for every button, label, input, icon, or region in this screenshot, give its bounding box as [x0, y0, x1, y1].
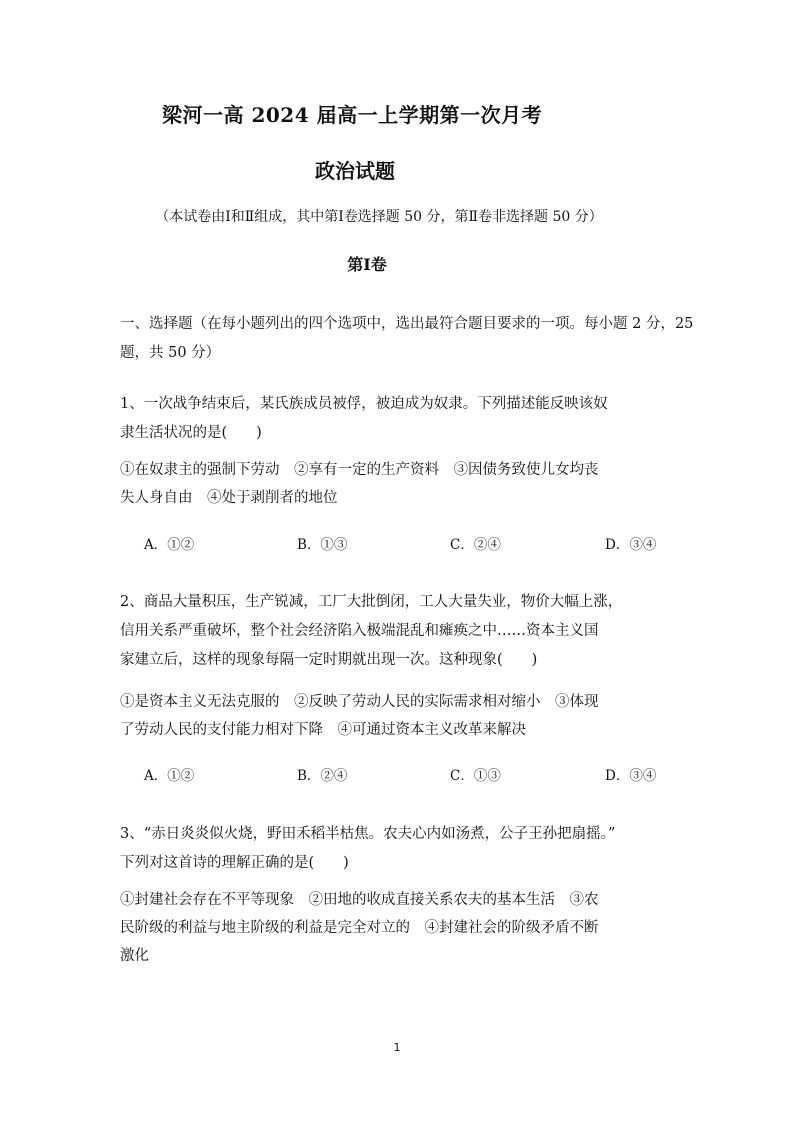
- question-2-choices: [0, 764, 794, 784]
- question-3-stem: [120, 820, 680, 878]
- question-2-items: [120, 688, 680, 744]
- item-line: 民阶级的利益与地主阶级的利益是完全对立的 ④封建社会的阶级矛盾不断: [120, 920, 599, 936]
- section-line: 一、选择题（在每小题列出的四个选项中，选出最符合题目要求的一项。每小题 2 分，25: [120, 316, 694, 332]
- item-line: 了劳动人民的支付能力相对下降 ④可通过资本主义改革来解决: [120, 722, 526, 738]
- choice-c[interactable]: C．②④: [450, 537, 501, 553]
- stem-line: 下列对这首诗的理解正确的是( ): [120, 855, 349, 871]
- choice-b[interactable]: B．②④: [297, 768, 348, 784]
- question-1-items: [120, 456, 680, 512]
- subject-title: 政治试题: [315, 159, 395, 183]
- section-line: 题，共 50 分）: [120, 345, 221, 361]
- choice-d[interactable]: D．③④: [605, 537, 657, 553]
- item-line: ①在奴隶主的强制下劳动 ②享有一定的生产资料 ③因债务致使儿女均丧: [120, 462, 599, 478]
- stem-line: 3、“赤日炎炎似火烧，野田禾稻半枯焦。农夫心内如汤煮，公子王孙把扇摇。”: [120, 826, 616, 842]
- stem-line: 隶生活状况的是( ): [120, 425, 262, 441]
- choice-a[interactable]: A．①②: [144, 537, 195, 553]
- exam-note: （本试卷由Ⅰ和Ⅱ组成，其中第Ⅰ卷选择题 50 分，第Ⅱ卷非选择题 50 分）: [155, 209, 603, 225]
- choice-c[interactable]: C．①③: [450, 768, 501, 784]
- question-2-stem: [120, 588, 680, 675]
- item-line: 失人身自由 ④处于剥削者的地位: [120, 490, 338, 506]
- stem-line: 2、商品大量积压，生产锐减，工厂大批倒闭，工人大量失业，物价大幅上涨，: [120, 594, 623, 610]
- exam-title: 梁河一高 2024 届高一上学期第一次月考: [162, 103, 543, 127]
- stem-line: 信用关系严重破坏，整个社会经济陷入极端混乱和瘫痪之中……资本主义国: [120, 623, 599, 639]
- item-line: ①是资本主义无法克服的 ②反映了劳动人民的实际需求相对缩小 ③体现: [120, 694, 599, 710]
- choice-a[interactable]: A．①②: [144, 768, 195, 784]
- question-1-stem: [120, 390, 680, 448]
- section-instructions: [120, 310, 694, 368]
- page-number: 1: [393, 1041, 401, 1054]
- choice-b[interactable]: B．①③: [297, 537, 348, 553]
- stem-line: 1、一次战争结束后，某氏族成员被俘，被迫成为奴隶。下列描述能反映该奴: [120, 396, 608, 412]
- item-line: 激化: [120, 948, 149, 964]
- question-3-items: [120, 886, 680, 970]
- stem-line: 家建立后，这样的现象每隔一定时期就出现一次。这种现象( ): [120, 652, 538, 668]
- volume-heading: 第Ⅰ卷: [347, 255, 387, 274]
- question-1-choices: [0, 533, 794, 553]
- item-line: ①封建社会存在不平等现象 ②田地的收成直接关系农夫的基本生活 ③农: [120, 892, 599, 908]
- choice-d[interactable]: D．③④: [605, 768, 657, 784]
